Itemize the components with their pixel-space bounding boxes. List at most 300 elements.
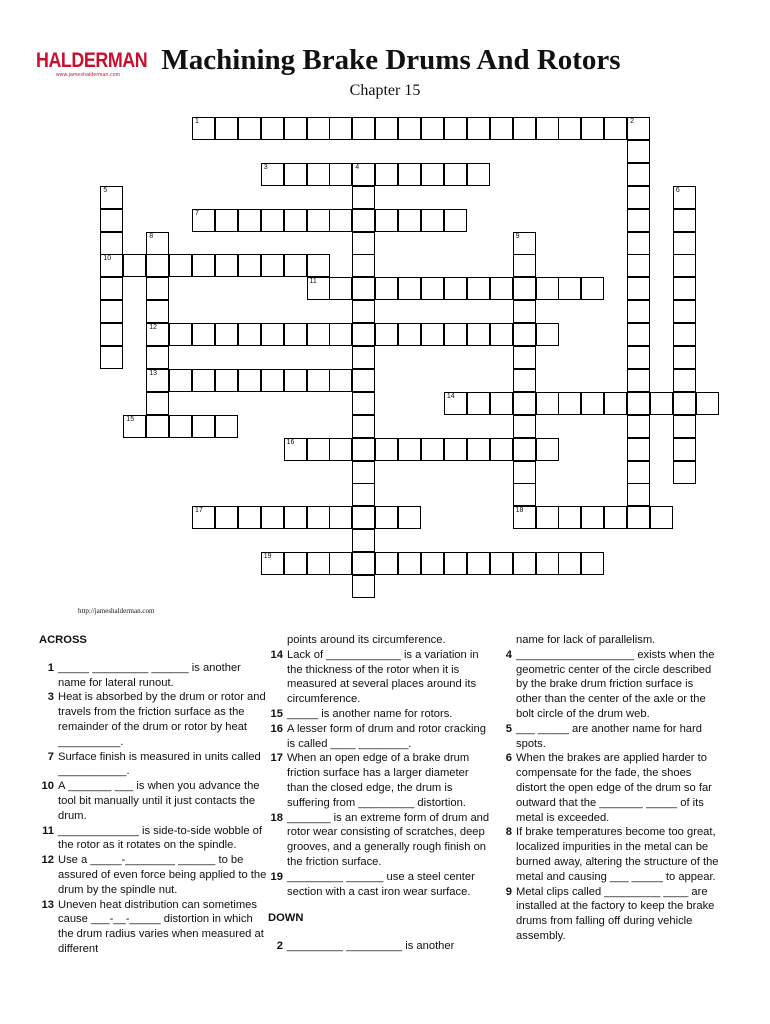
grid-cell[interactable] [284, 552, 307, 575]
grid-cell[interactable] [352, 232, 375, 255]
grid-cell[interactable] [627, 483, 650, 506]
cell-number: 17 [195, 507, 203, 515]
grid-cell[interactable] [513, 552, 536, 575]
grid-cell[interactable] [284, 209, 307, 232]
grid-cell[interactable] [261, 552, 284, 575]
grid-cell[interactable] [627, 461, 650, 484]
grid-cell[interactable] [627, 232, 650, 255]
grid-cell[interactable] [329, 163, 352, 186]
cell-number: 10 [103, 255, 112, 263]
clue-item [497, 722, 719, 752]
grid-cell[interactable] [375, 506, 398, 529]
clue-text: A _______ ___ is when you advance the tool bit manually until it just contacts the drum. [58, 780, 260, 822]
grid-cell[interactable] [215, 323, 238, 346]
clue-item [497, 825, 719, 884]
cell-number: 12 [149, 324, 157, 332]
grid-cell[interactable] [490, 392, 513, 415]
grid-cell[interactable] [146, 392, 169, 415]
grid-cell[interactable] [467, 163, 490, 186]
grid-cell[interactable] [192, 415, 215, 438]
clue-text: _____________ is side-to-side wobble of the rotor as it rotates on the spindle. [58, 824, 263, 852]
grid-cell[interactable] [123, 254, 146, 277]
grid-cell[interactable] [375, 323, 398, 346]
grid-cell[interactable] [307, 506, 330, 529]
grid-cell[interactable] [352, 277, 375, 300]
grid-cell[interactable] [604, 392, 627, 415]
grid-cell[interactable] [398, 277, 421, 300]
grid-cell[interactable] [490, 117, 513, 140]
grid-cell[interactable] [169, 369, 192, 392]
grid-cell[interactable] [398, 163, 421, 186]
grid-cell[interactable] [421, 438, 444, 461]
grid-cell[interactable] [673, 209, 696, 232]
grid-cell[interactable] [329, 369, 352, 392]
cell-number: 14 [446, 392, 455, 400]
clue-number: 13 [41, 898, 54, 911]
grid-cell[interactable] [490, 277, 513, 300]
clue-column-3 [497, 633, 719, 944]
grid-cell[interactable] [100, 346, 123, 369]
grid-cell[interactable] [581, 552, 604, 575]
grid-cell[interactable] [261, 323, 284, 346]
grid-cell[interactable] [307, 323, 330, 346]
grid-cell[interactable] [513, 461, 536, 484]
clue-item [268, 722, 493, 752]
grid-cell[interactable] [352, 209, 375, 232]
grid-cell[interactable] [536, 117, 559, 140]
grid-cell[interactable] [673, 232, 696, 255]
grid-cell[interactable] [627, 163, 650, 186]
grid-cell[interactable] [307, 552, 330, 575]
chapter-subtitle: Chapter 15 [349, 82, 421, 99]
grid-cell[interactable] [375, 552, 398, 575]
grid-cell[interactable] [673, 415, 696, 438]
grid-cell[interactable] [307, 209, 330, 232]
grid-cell[interactable] [284, 117, 307, 140]
grid-cell[interactable] [673, 369, 696, 392]
grid-cell[interactable] [581, 117, 604, 140]
grid-cell[interactable] [215, 254, 238, 277]
grid-cell[interactable] [627, 346, 650, 369]
clue-item [497, 751, 719, 825]
grid-cell[interactable] [398, 438, 421, 461]
grid-cell[interactable] [284, 369, 307, 392]
grid-cell[interactable] [490, 323, 513, 346]
grid-cell[interactable] [329, 209, 352, 232]
grid-cell[interactable] [352, 117, 375, 140]
grid-cell[interactable] [329, 323, 352, 346]
cell-number: 1 [195, 118, 199, 125]
grid-cell[interactable] [673, 461, 696, 484]
grid-cell[interactable] [444, 117, 467, 140]
grid-cell[interactable] [421, 323, 444, 346]
grid-cell[interactable] [215, 209, 238, 232]
grid-cell[interactable] [627, 209, 650, 232]
grid-cell[interactable] [673, 186, 696, 209]
grid-cell[interactable] [513, 300, 536, 323]
grid-cell[interactable] [352, 552, 375, 575]
across-heading: ACROSS [39, 634, 87, 646]
clue-item [268, 648, 493, 707]
clue-column-2 [268, 633, 493, 954]
grid-cell[interactable] [536, 552, 559, 575]
clue-item [39, 750, 269, 780]
clue-item [268, 707, 493, 722]
grid-cell[interactable] [146, 254, 169, 277]
grid-cell[interactable] [169, 415, 192, 438]
grid-cell[interactable] [192, 323, 215, 346]
grid-cell[interactable] [261, 506, 284, 529]
grid-cell[interactable] [513, 392, 536, 415]
clue-text: Use a _____-________ ______ to be assured of even force being applied to the drum by the spindle nut. [58, 854, 267, 896]
clue-number: 17 [270, 752, 283, 765]
grid-cell[interactable] [490, 552, 513, 575]
grid-cell[interactable] [513, 483, 536, 506]
grid-cell[interactable] [627, 323, 650, 346]
grid-cell[interactable] [352, 415, 375, 438]
grid-cell[interactable] [673, 323, 696, 346]
grid-cell[interactable] [192, 506, 215, 529]
grid-cell[interactable] [627, 369, 650, 392]
grid-cell[interactable] [536, 438, 559, 461]
grid-cell[interactable] [581, 277, 604, 300]
grid-cell[interactable] [696, 392, 719, 415]
cell-number: 8 [149, 232, 154, 240]
grid-cell[interactable] [536, 392, 559, 415]
grid-cell[interactable] [627, 392, 650, 415]
cell-number: 7 [195, 209, 199, 217]
cell-number: 15 [126, 415, 135, 423]
clue-text: Metal clips called _________ ____ are installed at the factory to keep the brake drums from falling off during vehicle assembly. [516, 885, 715, 942]
grid-cell[interactable] [444, 163, 467, 186]
grid-cell[interactable] [238, 506, 261, 529]
grid-cell[interactable] [146, 415, 169, 438]
clue-number: 11 [42, 824, 54, 837]
grid-cell[interactable] [169, 323, 192, 346]
grid-cell[interactable] [238, 323, 261, 346]
grid-cell[interactable] [238, 254, 261, 277]
clue-number: 12 [41, 854, 54, 867]
grid-cell[interactable] [444, 438, 467, 461]
grid-cell[interactable] [100, 277, 123, 300]
cell-number: 6 [675, 186, 680, 194]
grid-cell[interactable] [467, 552, 490, 575]
grid-cell[interactable] [352, 483, 375, 506]
grid-cell[interactable] [627, 300, 650, 323]
grid-cell[interactable] [352, 529, 375, 552]
grid-cell[interactable] [146, 300, 169, 323]
grid-cell[interactable] [352, 506, 375, 529]
grid-cell[interactable] [146, 277, 169, 300]
grid-cell[interactable] [352, 300, 375, 323]
grid-cell[interactable] [284, 254, 307, 277]
clue-number: 9 [505, 885, 512, 898]
clue-item [39, 824, 269, 854]
grid-cell[interactable] [375, 209, 398, 232]
clue-item [497, 885, 719, 944]
grid-cell[interactable] [215, 415, 238, 438]
grid-cell[interactable] [215, 369, 238, 392]
grid-cell[interactable] [627, 186, 650, 209]
grid-cell[interactable] [421, 277, 444, 300]
clue-continuation: name for lack of parallelism. [516, 634, 656, 646]
clue-item [268, 811, 493, 870]
grid-cell[interactable] [329, 506, 352, 529]
cell-number: 3 [263, 163, 268, 171]
grid-cell[interactable] [307, 163, 330, 186]
grid-cell[interactable] [146, 232, 169, 255]
grid-cell[interactable] [513, 346, 536, 369]
grid-cell[interactable] [261, 117, 284, 140]
grid-cell[interactable] [513, 323, 536, 346]
clue-number: 3 [47, 691, 54, 704]
clue-text: _______ is an extreme form of drum and rotor wear consisting of scratches, deep grooves, and a generally rough finish on the friction surface. [287, 811, 490, 868]
grid-cell[interactable] [284, 163, 307, 186]
grid-cell[interactable] [284, 506, 307, 529]
grid-cell[interactable] [100, 300, 123, 323]
clue-item [39, 690, 269, 749]
grid-cell[interactable] [100, 232, 123, 255]
grid-cell[interactable] [192, 209, 215, 232]
clue-number: 10 [41, 780, 54, 793]
grid-cell[interactable] [467, 277, 490, 300]
grid-cell[interactable] [467, 438, 490, 461]
grid-cell[interactable] [467, 323, 490, 346]
grid-cell[interactable] [421, 163, 444, 186]
grid-cell[interactable] [604, 506, 627, 529]
grid-cell[interactable] [627, 140, 650, 163]
grid-cell[interactable] [558, 506, 581, 529]
grid-cell[interactable] [284, 438, 307, 461]
grid-cell[interactable] [673, 254, 696, 277]
grid-cell[interactable] [421, 209, 444, 232]
grid-cell[interactable] [513, 277, 536, 300]
cell-number: 5 [103, 186, 108, 194]
clue-number: 4 [505, 648, 512, 661]
grid-cell[interactable] [444, 323, 467, 346]
cell-number: 18 [515, 507, 524, 515]
clue-text: A lesser form of drum and rotor cracking is called ____ ________. [287, 722, 486, 750]
clue-item [268, 751, 493, 810]
grid-cell[interactable] [100, 209, 123, 232]
clue-continuation: points around its circumference. [287, 634, 446, 646]
grid-cell[interactable] [146, 369, 169, 392]
grid-cell[interactable] [467, 392, 490, 415]
grid-cell[interactable] [123, 415, 146, 438]
grid-cell[interactable] [192, 369, 215, 392]
grid-cell[interactable] [307, 117, 330, 140]
source-url: http://jameshalderman.com [78, 607, 155, 615]
grid-cell[interactable] [261, 254, 284, 277]
down-heading: DOWN [268, 912, 304, 925]
grid-cell[interactable] [581, 506, 604, 529]
clue-text: _____ _________ ______ is another name for lateral runout. [58, 661, 241, 689]
grid-cell[interactable] [307, 254, 330, 277]
clue-number: 1 [47, 661, 54, 674]
clue-number: 15 [270, 707, 283, 720]
grid-cell[interactable] [673, 438, 696, 461]
grid-cell[interactable] [375, 163, 398, 186]
grid-cell[interactable] [581, 392, 604, 415]
clue-text: Heat is absorbed by the drum or rotor and travels from the friction surface as the remainder of the drum or rotor by heat __________. [58, 691, 266, 748]
clue-item [39, 779, 269, 823]
clue-number: 14 [270, 648, 283, 661]
clue-number: 2 [276, 940, 283, 953]
grid-cell[interactable] [398, 506, 421, 529]
grid-cell[interactable] [627, 438, 650, 461]
grid-cell[interactable] [352, 163, 375, 186]
clue-column-1 [39, 633, 269, 957]
grid-cell[interactable] [627, 277, 650, 300]
grid-cell[interactable] [467, 117, 490, 140]
grid-cell[interactable] [673, 277, 696, 300]
grid-cell[interactable] [215, 117, 238, 140]
clue-text: ___ _____ are another name for hard spots. [516, 722, 702, 750]
grid-cell[interactable] [238, 369, 261, 392]
cell-number: 9 [515, 232, 520, 240]
grid-cell[interactable] [513, 506, 536, 529]
grid-cell[interactable] [146, 323, 169, 346]
grid-cell[interactable] [536, 323, 559, 346]
grid-cell[interactable] [513, 232, 536, 255]
grid-cell[interactable] [627, 117, 650, 140]
cell-number: 19 [263, 553, 272, 561]
clue-text: ___________________ exists when the geometric center of the circle described by the brake drum friction surface is other than the center of the axle or the bolt circle of the drum web. [516, 648, 715, 720]
grid-cell[interactable] [490, 438, 513, 461]
grid-cell[interactable] [398, 323, 421, 346]
grid-cell[interactable] [307, 277, 330, 300]
grid-cell[interactable] [261, 369, 284, 392]
grid-cell[interactable] [513, 369, 536, 392]
grid-cell[interactable] [627, 254, 650, 277]
grid-cell[interactable] [558, 392, 581, 415]
clue-item [268, 870, 493, 900]
grid-cell[interactable] [352, 369, 375, 392]
grid-cell[interactable] [536, 277, 559, 300]
clue-text: If brake temperatures become too great, localized impurities in the metal can be burned away, altering the structure of the metal and causing ___ _____ to appear. [516, 826, 719, 883]
grid-cell[interactable] [513, 438, 536, 461]
grid-cell[interactable] [558, 552, 581, 575]
clue-text: _________ _________ is another [287, 940, 455, 953]
grid-cell[interactable] [673, 346, 696, 369]
grid-cell[interactable] [352, 323, 375, 346]
cell-number: 11 [309, 278, 317, 286]
grid-cell[interactable] [261, 209, 284, 232]
grid-cell[interactable] [398, 552, 421, 575]
grid-cell[interactable] [558, 117, 581, 140]
grid-cell[interactable] [284, 323, 307, 346]
grid-cell[interactable] [329, 552, 352, 575]
grid-cell[interactable] [329, 277, 352, 300]
grid-cell[interactable] [604, 117, 627, 140]
grid-cell[interactable] [421, 117, 444, 140]
grid-cell[interactable] [558, 277, 581, 300]
cell-number: 13 [149, 369, 157, 377]
grid-cell[interactable] [146, 346, 169, 369]
grid-cell[interactable] [627, 506, 650, 529]
clue-text: When an open edge of a brake drum friction surface has a larger diameter than the closed edge, the drum is suffering from _________ distortion. [287, 752, 470, 809]
cell-number: 2 [630, 118, 634, 125]
clue-item [39, 898, 269, 957]
clue-number: 16 [270, 722, 283, 735]
grid-cell[interactable] [627, 415, 650, 438]
grid-cell[interactable] [673, 300, 696, 323]
logo-wordmark: HALDERMAN [36, 49, 148, 72]
clue-number: 7 [47, 750, 54, 763]
grid-cell[interactable] [444, 209, 467, 232]
clue-text: When the brakes are applied harder to compensate for the fade, the shoes distort the open edge of the drum so far outward that the _______ _____ of its metal is exceeded. [516, 752, 712, 824]
clue-text: _____ is another name for rotors. [287, 707, 453, 720]
grid-cell[interactable] [352, 254, 375, 277]
clue-number: 8 [505, 826, 512, 839]
grid-cell[interactable] [513, 117, 536, 140]
grid-cell[interactable] [398, 209, 421, 232]
grid-cell[interactable] [536, 506, 559, 529]
grid-cell[interactable] [375, 277, 398, 300]
grid-cell[interactable] [444, 552, 467, 575]
grid-cell[interactable] [238, 209, 261, 232]
grid-cell[interactable] [352, 438, 375, 461]
grid-cell[interactable] [329, 117, 352, 140]
grid-cell[interactable] [513, 415, 536, 438]
grid-cell[interactable] [352, 186, 375, 209]
grid-cell[interactable] [650, 506, 673, 529]
grid-cell[interactable] [444, 277, 467, 300]
grid-cell[interactable] [352, 575, 375, 598]
grid-cell[interactable] [100, 254, 123, 277]
grid-cell[interactable] [215, 506, 238, 529]
grid-cell[interactable] [169, 254, 192, 277]
cell-number: 16 [286, 438, 295, 446]
grid-cell[interactable] [421, 552, 444, 575]
clue-text: Surface finish is measured in units called ___________. [58, 750, 261, 778]
grid-cell[interactable] [352, 461, 375, 484]
clue-number: 5 [505, 722, 512, 735]
grid-cell[interactable] [261, 163, 284, 186]
clue-text: Lack of ____________ is a variation in the thickness of the rotor when it is measured at several places around its circumference. [287, 648, 479, 706]
grid-cell[interactable] [398, 117, 421, 140]
grid-cell[interactable] [192, 254, 215, 277]
grid-cell[interactable] [513, 254, 536, 277]
clue-number: 19 [270, 870, 283, 883]
clue-text: Uneven heat distribution can sometimes cause ___-__-_____ distortion in which the drum radius varies when measured at different [58, 898, 264, 955]
grid-cell[interactable] [192, 117, 215, 140]
cell-number: 4 [355, 163, 360, 171]
clue-number: 6 [505, 752, 512, 765]
clue-text: _________ ______ use a steel center section with a cast iron wear surface. [287, 870, 475, 898]
clue-number: 18 [270, 811, 283, 824]
grid-cell[interactable] [329, 438, 352, 461]
grid-cell[interactable] [352, 346, 375, 369]
grid-cell[interactable] [375, 117, 398, 140]
grid-cell[interactable] [307, 438, 330, 461]
grid-cell[interactable] [352, 392, 375, 415]
page-title: Machining Brake Drums And Rotors [161, 44, 621, 76]
grid-cell[interactable] [444, 392, 467, 415]
clue-item [497, 648, 719, 722]
grid-cell[interactable] [100, 323, 123, 346]
clue-item [39, 661, 269, 691]
grid-cell[interactable] [100, 186, 123, 209]
grid-cell[interactable] [307, 369, 330, 392]
logo-url: www.jameshalderman.com [56, 72, 121, 78]
grid-cell[interactable] [673, 392, 696, 415]
clue-item [268, 939, 493, 954]
clue-item [39, 853, 269, 897]
grid-cell[interactable] [650, 392, 673, 415]
grid-cell[interactable] [238, 117, 261, 140]
grid-cell[interactable] [375, 438, 398, 461]
